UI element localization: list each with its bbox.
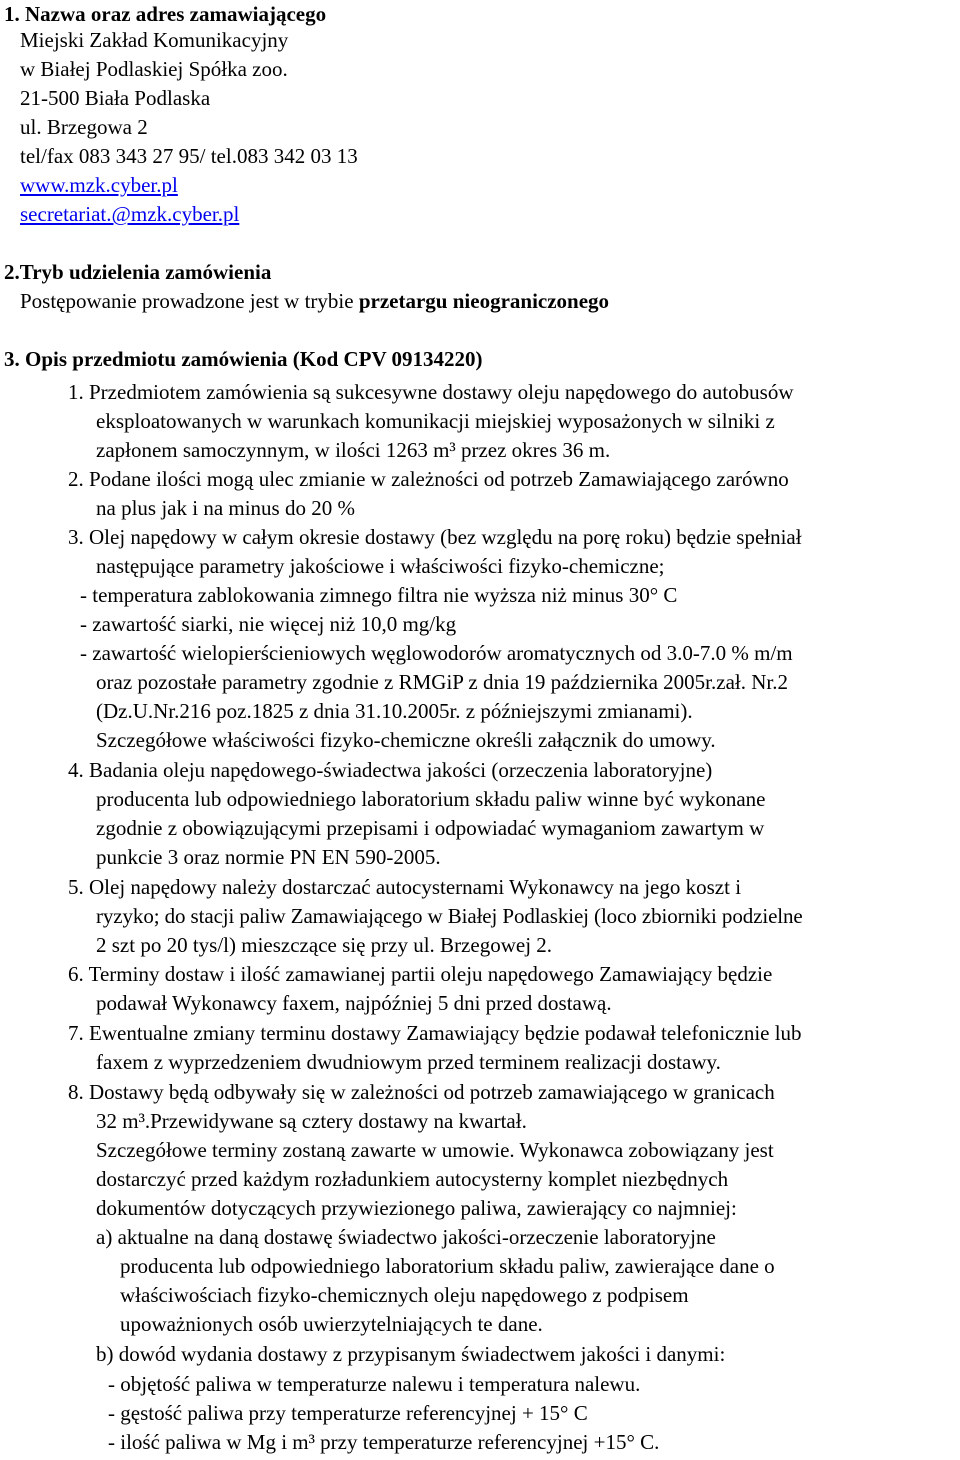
item-8-bullet: - ilość paliwa w Mg i m³ przy temperaturze referencyjnej +15° C. <box>108 1430 660 1454</box>
item-7-line: faxem z wyprzedzeniem dwudniowym przed terminem realizacji dostawy. <box>96 1050 721 1074</box>
address-line: 21-500 Biała Podlaska <box>20 86 211 110</box>
item-8-subpoint-b: b) dowód wydania dostawy z przypisanym świadectwem jakości i danymi: <box>96 1342 726 1366</box>
section-3-heading: 3. Opis przedmiotu zamówienia (Kod CPV 09134220) <box>4 347 483 371</box>
item-3-line: następujące parametry jakościowe i właściwości fizyko-chemiczne; <box>96 554 665 578</box>
item-4-line: punkcie 3 oraz normie PN EN 590-2005. <box>96 845 441 869</box>
item-1-line: 1. Przedmiotem zamówienia są sukcesywne dostawy oleju napędowego do autobusów <box>68 380 794 404</box>
item-3-line: 3. Olej napędowy w całym okresie dostawy (bez względu na porę roku) będzie spełniał <box>68 525 802 549</box>
item-8-line: producenta lub odpowiedniego laboratorium składu paliw, zawierające dane o <box>120 1254 775 1278</box>
section-2-heading: 2.Tryb udzielenia zamówienia <box>4 260 272 284</box>
item-3-bullet: - zawartość wielopierścieniowych węglowodorów aromatycznych od 3.0-7.0 % m/m <box>80 641 793 665</box>
item-8-line: dostarczyć przed każdym rozładunkiem autocysterny komplet niezbędnych <box>96 1167 729 1191</box>
item-8-subpoint-a: a) aktualne na daną dostawę świadectwo jakości-orzeczenie laboratoryjne <box>96 1225 716 1249</box>
address-line: Miejski Zakład Komunikacyjny <box>20 28 289 52</box>
phone-fax-line: tel/fax 083 343 27 95/ tel.083 342 03 13 <box>20 144 358 168</box>
item-3-bullet: - temperatura zablokowania zimnego filtra nie wyższa niż minus 30° C <box>80 583 678 607</box>
address-line: w Białej Podlaskiej Spółka zoo. <box>20 57 288 81</box>
procedure-text <box>20 287 609 316</box>
item-3-line: Szczegółowe właściwości fizyko-chemiczne określi załącznik do umowy. <box>96 728 716 752</box>
item-2-line: 2. Podane ilości mogą ulec zmianie w zależności od potrzeb Zamawiającego zarówno <box>68 467 789 491</box>
item-3-line: oraz pozostałe parametry zgodnie z RMGiP z dnia 19 października 2005r.zał. Nr.2 <box>96 670 788 694</box>
website-link[interactable]: www.mzk.cyber.pl <box>20 173 178 197</box>
item-4-line: producenta lub odpowiedniego laboratorium składu paliw winne być wykonane <box>96 787 766 811</box>
item-2-line: na plus jak i na minus do 20 % <box>96 496 355 520</box>
section-1-heading: 1. Nazwa oraz adres zamawiającego <box>4 2 327 26</box>
address-line: ul. Brzegowa 2 <box>20 115 148 139</box>
item-8-line: dokumentów dotyczących przywiezionego paliwa, zawierający co najmniej: <box>96 1196 737 1220</box>
item-5-line: 5. Olej napędowy należy dostarczać autocysternami Wykonawcy na jego koszt i <box>68 875 742 899</box>
item-8-line: Szczegółowe terminy zostaną zawarte w umowie. Wykonawca zobowiązany jest <box>96 1138 774 1162</box>
item-8-line: właściwościach fizyko-chemicznych oleju napędowego z podpisem <box>120 1283 689 1307</box>
item-3-line: (Dz.U.Nr.216 poz.1825 z dnia 31.10.2005r. z późniejszymi zmianami). <box>96 699 693 723</box>
item-8-bullet: - objętość paliwa w temperaturze nalewu i temperatura nalewu. <box>108 1372 641 1396</box>
item-4-line: 4. Badania oleju napędowego-świadectwa jakości (orzeczenia laboratoryjne) <box>68 758 713 782</box>
procedure-text-prefix: Postępowanie prowadzone jest w trybie <box>20 289 359 313</box>
item-6-line: podawał Wykonawcy faxem, najpóźniej 5 dni przed dostawą. <box>96 991 612 1015</box>
item-8-line: upoważnionych osób uwierzytelniających te dane. <box>120 1312 543 1336</box>
item-4-line: zgodnie z obowiązującymi przepisami i odpowiadać wymaganiom zawartym w <box>96 816 765 840</box>
item-1-line: zapłonem samoczynnym, w ilości 1263 m³ przez okres 36 m. <box>96 438 611 462</box>
item-8-bullet: - gęstość paliwa przy temperaturze referencyjnej + 15° C <box>108 1401 588 1425</box>
item-8-line: 8. Dostawy będą odbywały się w zależności od potrzeb zamawiającego w granicach <box>68 1080 775 1104</box>
item-6-line: 6. Terminy dostaw i ilość zamawianej partii oleju napędowego Zamawiający będzie <box>68 962 773 986</box>
item-1-line: eksploatowanych w warunkach komunikacji miejskiej wyposażonych w silniki z <box>96 409 775 433</box>
item-5-line: 2 szt po 20 tys/l) mieszczące się przy ul. Brzegowej 2. <box>96 933 553 957</box>
item-5-line: ryzyko; do stacji paliw Zamawiającego w Białej Podlaskiej (loco zbiorniki podzielne <box>96 904 803 928</box>
item-8-line: 32 m³.Przewidywane są cztery dostawy na kwartał. <box>96 1109 527 1133</box>
procedure-text-bold: przetargu nieograniczonego <box>358 289 610 313</box>
email-link[interactable]: secretariat.@mzk.cyber.pl <box>20 202 240 226</box>
item-7-line: 7. Ewentualne zmiany terminu dostawy Zamawiający będzie podawał telefonicznie lub <box>68 1021 802 1045</box>
item-3-bullet: - zawartość siarki, nie więcej niż 10,0 mg/kg <box>80 612 457 636</box>
